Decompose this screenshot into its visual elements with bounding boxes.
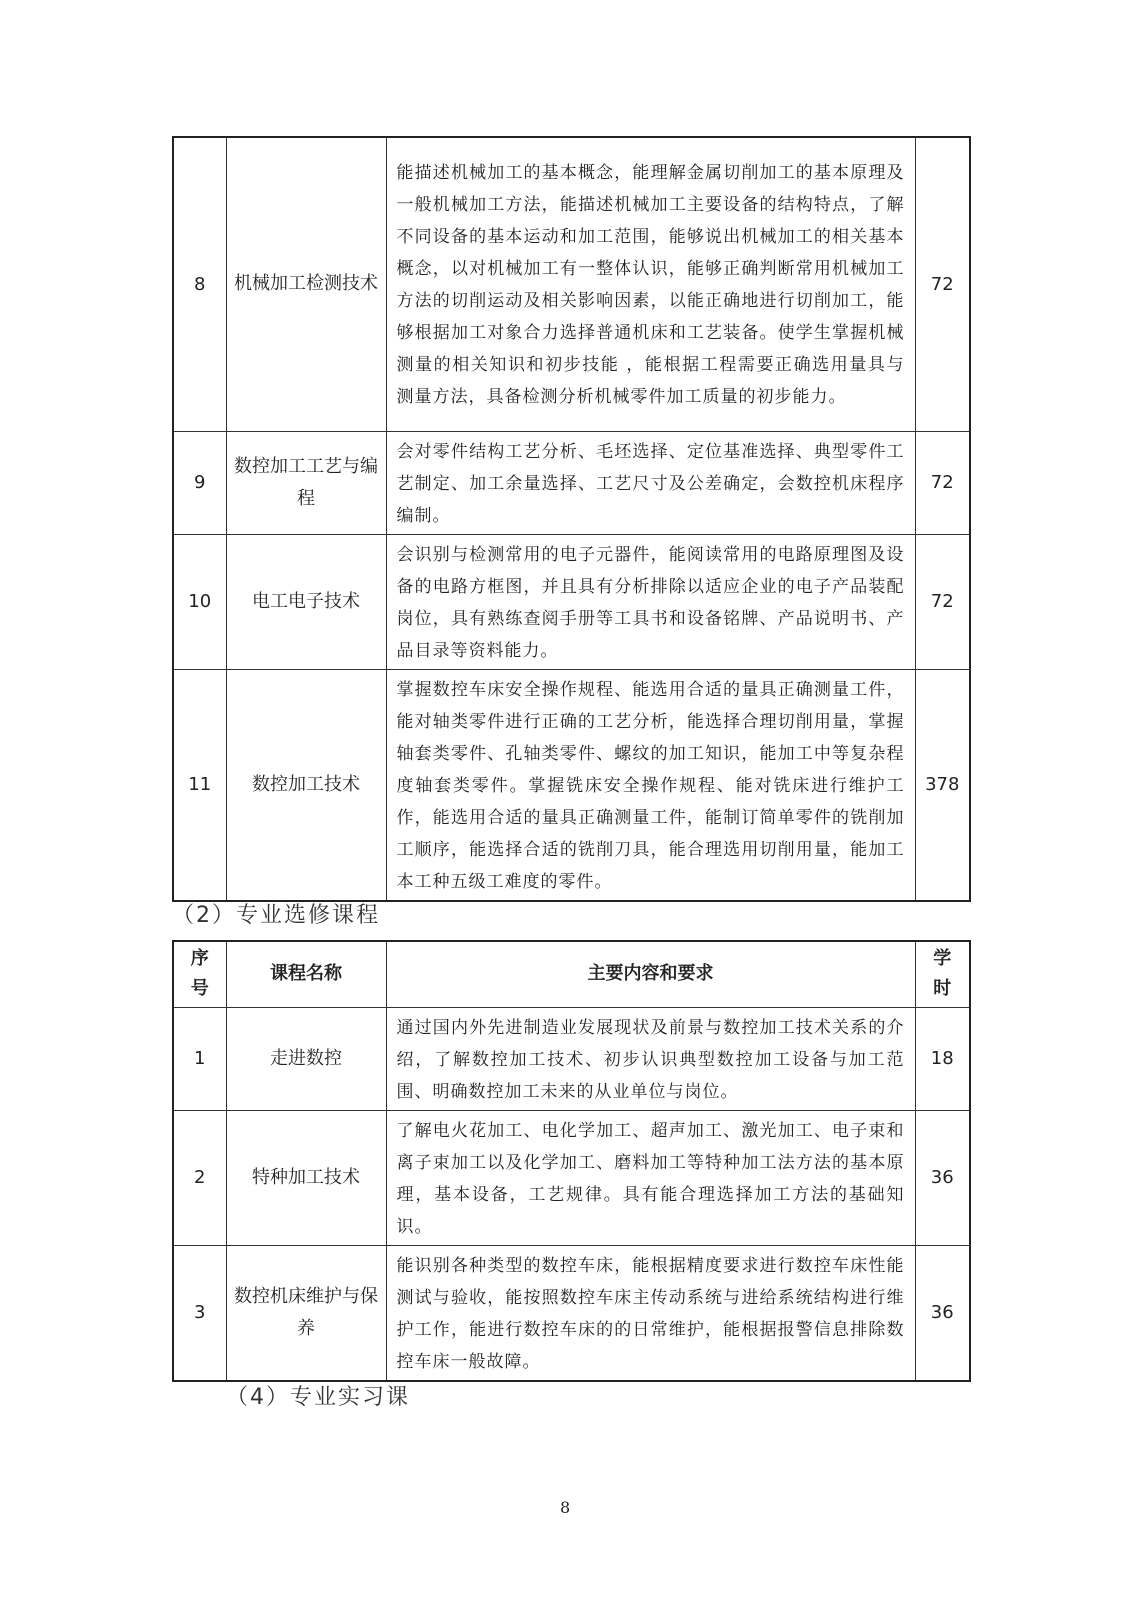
header-course-name: 课程名称 bbox=[226, 941, 386, 1007]
course-name: 数控加工技术 bbox=[226, 669, 386, 901]
course-name: 机械加工检测技术 bbox=[226, 137, 386, 431]
course-hours: 18 bbox=[915, 1007, 970, 1110]
header-hours: 学时 bbox=[915, 941, 970, 1007]
table-row bbox=[173, 137, 970, 431]
row-number: 1 bbox=[173, 1007, 226, 1110]
table-header-row bbox=[173, 941, 970, 1007]
course-description: 能描述机械加工的基本概念，能理解金属切削加工的基本原理及一般机械加工方法，能描述机械加工主要设备的结构特点，了解不同设备的基本运动和加工范围，能够说出机械加工的相关基本概念，以对机械加工有一整体认识，能够正确判断常用机械加工方法的切削运动及相关影响因素，以能正确地进行切削加工，能够根据加工对象合力选择普通机床和工艺装备。使学生掌握机械测量的相关知识和初步技能 ，能根据工程需要正确选用量具与测量方法，具备检测分析机械零件加工质量的初步能力。 bbox=[386, 137, 915, 431]
page-number: 8 bbox=[560, 1498, 571, 1517]
course-description: 会对零件结构工艺分析、毛坯选择、定位基准选择、典型零件工艺制定、加工余量选择、工艺尺寸及公差确定，会数控机床程序编制。 bbox=[386, 431, 915, 534]
table-row bbox=[173, 1245, 970, 1381]
course-name: 走进数控 bbox=[226, 1007, 386, 1110]
course-name: 数控加工工艺与编程 bbox=[226, 431, 386, 534]
elective-course-table bbox=[172, 940, 971, 1382]
row-number: 2 bbox=[173, 1110, 226, 1245]
core-course-table bbox=[172, 136, 971, 902]
course-hours: 36 bbox=[915, 1245, 970, 1381]
row-number: 8 bbox=[173, 137, 226, 431]
row-number: 3 bbox=[173, 1245, 226, 1381]
course-name: 电工电子技术 bbox=[226, 534, 386, 669]
section-heading-electives: （2）专业选修课程 bbox=[172, 903, 380, 928]
course-name: 数控机床维护与保养 bbox=[226, 1245, 386, 1381]
header-content: 主要内容和要求 bbox=[386, 941, 915, 1007]
table-row bbox=[173, 1110, 970, 1245]
table-row bbox=[173, 534, 970, 669]
row-number: 10 bbox=[173, 534, 226, 669]
course-description: 能识别各种类型的数控车床，能根据精度要求进行数控车床性能测试与验收，能按照数控车床主传动系统与进给系统结构进行维护工作，能进行数控车床的的日常维护，能根据报警信息排除数控车床一般故障。 bbox=[386, 1245, 915, 1381]
course-description: 通过国内外先进制造业发展现状及前景与数控加工技术关系的介绍，了解数控加工技术、初步认识典型数控加工设备与加工范围、明确数控加工未来的从业单位与岗位。 bbox=[386, 1007, 915, 1110]
course-hours: 72 bbox=[915, 137, 970, 431]
table-row bbox=[173, 431, 970, 534]
course-description: 会识别与检测常用的电子元器件，能阅读常用的电路原理图及设备的电路方框图，并且具有分析排除以适应企业的电子产品装配岗位，具有熟练查阅手册等工具书和设备铭牌、产品说明书、产品目录等资料能力。 bbox=[386, 534, 915, 669]
row-number: 9 bbox=[173, 431, 226, 534]
course-hours: 36 bbox=[915, 1110, 970, 1245]
course-description: 掌握数控车床安全操作规程、能选用合适的量具正确测量工件，能对轴类零件进行正确的工艺分析，能选择合理切削用量，掌握轴套类零件、孔轴类零件、螺纹的加工知识，能加工中等复杂程度轴套类零件。掌握铣床安全操作规程、能对铣床进行维护工作，能选用合适的量具正确测量工件，能制订简单零件的铣削加工顺序，能选择合适的铣削刀具，能合理选用切削用量，能加工本工种五级工难度的零件。 bbox=[386, 669, 915, 901]
table-row bbox=[173, 669, 970, 901]
section-heading-internship: （4）专业实习课 bbox=[226, 1385, 410, 1410]
table-row bbox=[173, 1007, 970, 1110]
course-hours: 72 bbox=[915, 431, 970, 534]
course-name: 特种加工技术 bbox=[226, 1110, 386, 1245]
row-number: 11 bbox=[173, 669, 226, 901]
course-description: 了解电火花加工、电化学加工、超声加工、激光加工、电子束和离子束加工以及化学加工、磨料加工等特种加工法方法的基本原理，基本设备，工艺规律。具有能合理选择加工方法的基础知识。 bbox=[386, 1110, 915, 1245]
course-hours: 72 bbox=[915, 534, 970, 669]
header-number: 序号 bbox=[173, 941, 226, 1007]
course-hours: 378 bbox=[915, 669, 970, 901]
